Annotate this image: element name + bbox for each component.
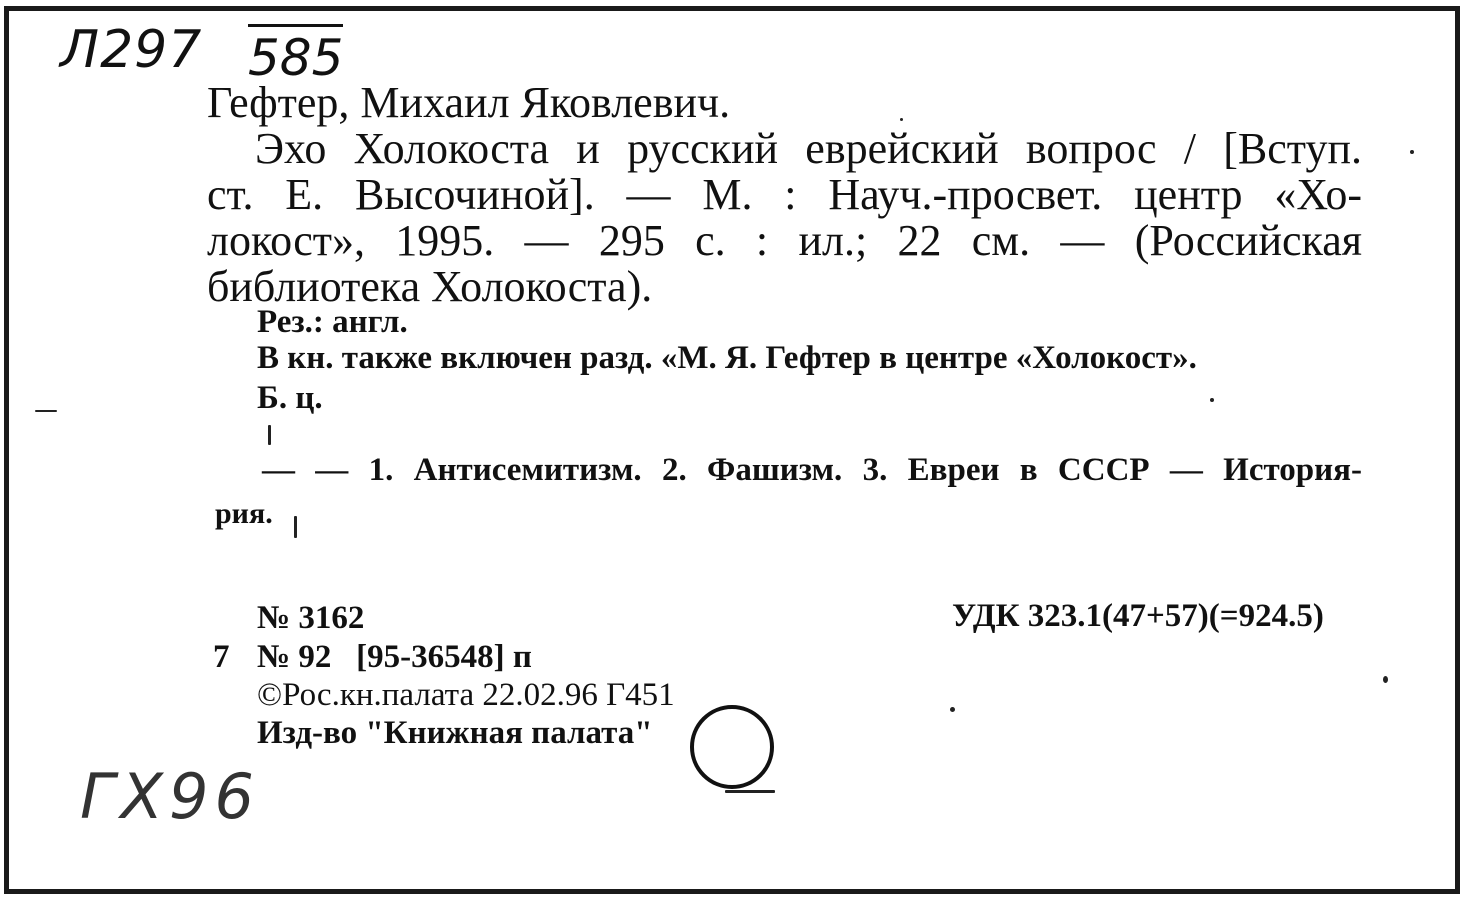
body-line-1: Эхо Холокоста и русский еврейский вопрос / [Вступ.	[255, 124, 1362, 173]
subjects-line: — — 1. Антисемитизм. 2. Фашизм. 3. Евреи в СССР — История-	[262, 452, 1362, 488]
copyright-line: ©Рос.кн.палата 22.02.96 Г451	[257, 677, 675, 713]
record-number: № 3162	[257, 600, 365, 636]
author-heading: Гефтер, Михаил Яковлевич.	[207, 78, 731, 127]
note-contents: В кн. также включен разд. «М. Я. Гефтер в центре «Холокост».	[257, 340, 1197, 376]
scan-speck	[35, 410, 57, 412]
udk-code: УДК 323.1(47+57)(=924.5)	[952, 598, 1324, 634]
punch-hole	[690, 705, 774, 789]
note-summary-language: Рез.: англ.	[257, 304, 408, 340]
prefix-digit: 7	[213, 639, 230, 675]
record-number-2: № 92 [95-36548] п	[257, 639, 532, 675]
handwritten-number: 585	[248, 24, 343, 87]
scan-speck	[950, 707, 955, 712]
handwritten-inventory-mark: ГХ96	[80, 760, 260, 833]
handwritten-shelfmark: Л297	[60, 20, 203, 80]
publisher-line: Изд-во "Книжная палата"	[257, 715, 653, 751]
scan-speck	[900, 118, 903, 121]
scan-speck	[1210, 398, 1214, 402]
scan-speck	[1383, 676, 1388, 683]
scan-speck	[725, 790, 775, 793]
subjects-continuation: рия.	[215, 497, 273, 530]
body-line-2: ст. Е. Высочиной]. — М. : Науч.-просвет. центр «Хо-	[207, 170, 1362, 219]
note-price: Б. ц.	[257, 380, 323, 416]
scan-speck	[268, 425, 271, 445]
scan-speck	[294, 516, 297, 538]
scan-speck	[1410, 150, 1414, 154]
body-line-3: локост», 1995. — 295 с. : ил.; 22 см. — (Российская	[207, 216, 1362, 265]
body-line-4: библиотека Холокоста).	[207, 262, 653, 311]
